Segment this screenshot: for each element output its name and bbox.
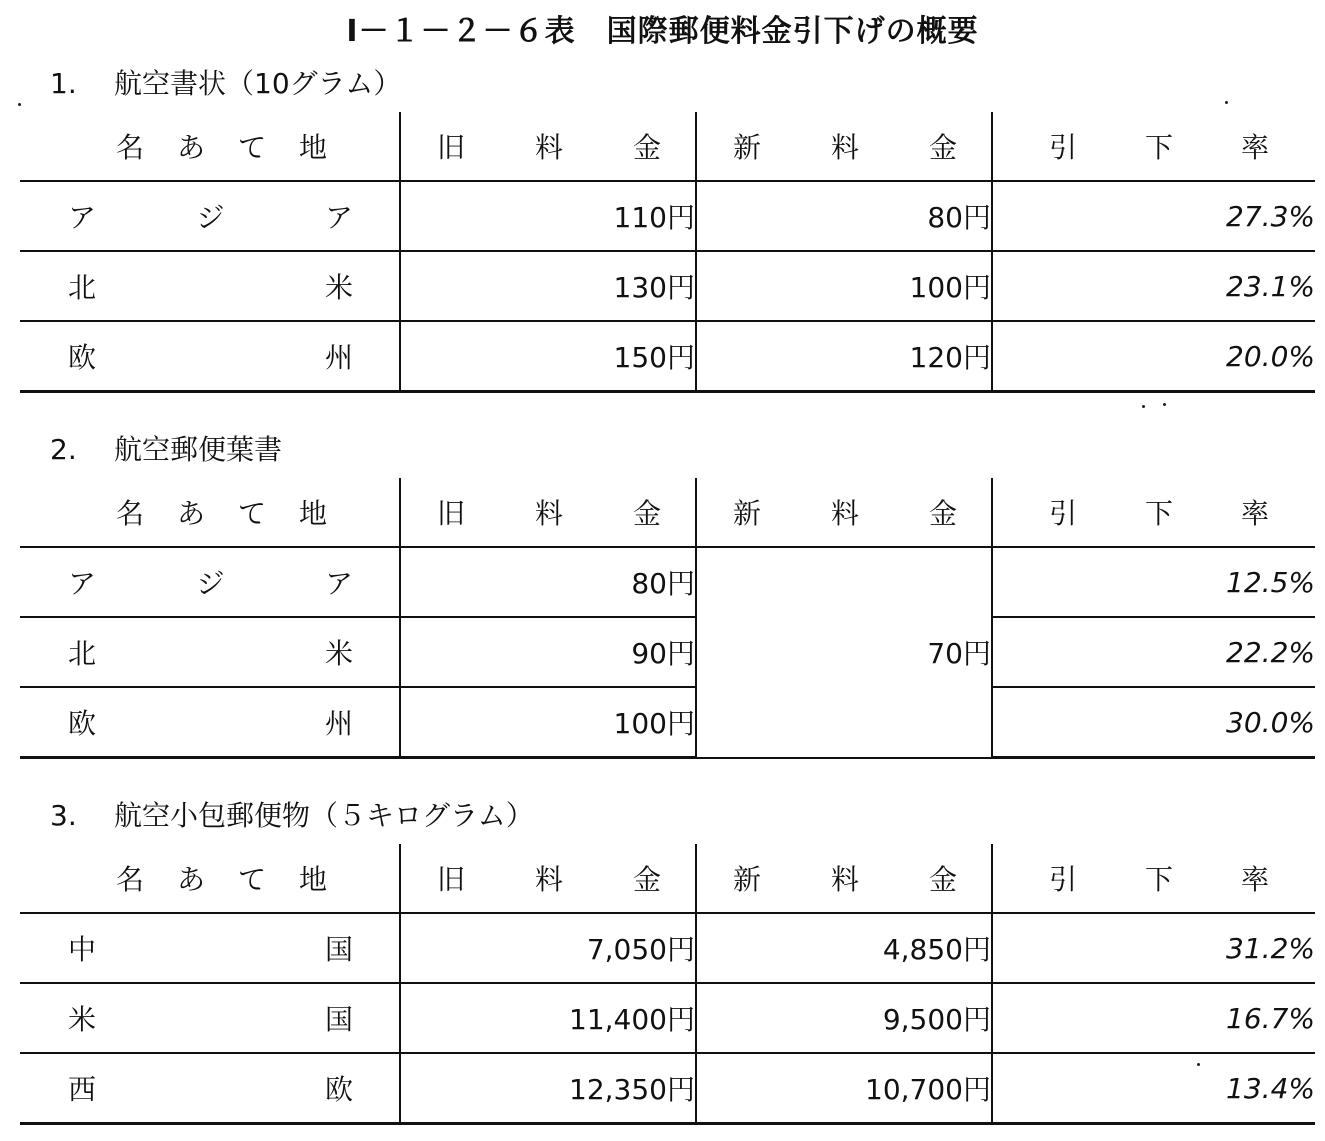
reduction-rate-value: 30.0% (1226, 705, 1315, 739)
table-row (20, 547, 1315, 617)
column-header-reduction-rate: 引 下 率 (992, 112, 1315, 181)
column-header-destination: 名 あ て 地 (20, 112, 400, 181)
rate-table (20, 478, 1315, 759)
table-row (20, 251, 1315, 321)
old-fee-cell: 80円 (400, 547, 696, 617)
reduction-rate-cell (992, 181, 1315, 251)
section-title: 航空書状（10グラム） (114, 67, 402, 100)
scan-speck (1163, 403, 1166, 406)
column-header-old-fee: 旧 料 金 (400, 844, 696, 913)
old-fee-cell: 100円 (400, 687, 696, 758)
reduction-rate-cell (992, 913, 1315, 983)
reduction-rate-value: 23.1% (1226, 269, 1315, 303)
old-fee-cell: 11,400円 (400, 983, 696, 1053)
destination-cell: 欧 州 (20, 687, 400, 758)
destination-cell: 中 国 (20, 913, 400, 983)
old-fee-cell: 150円 (400, 321, 696, 392)
reduction-rate-value: 20.0% (1226, 339, 1315, 373)
reduction-rate-value: 22.2% (1226, 635, 1315, 669)
table-row (20, 983, 1315, 1053)
new-fee-cell: 10,700円 (696, 1053, 992, 1124)
new-fee-cell: 70円 (696, 547, 992, 758)
section-number: 2. (50, 433, 77, 466)
new-fee-cell: 100円 (696, 251, 992, 321)
table-row (20, 913, 1315, 983)
reduction-rate-value: 27.3% (1226, 199, 1315, 233)
destination-cell: 西 欧 (20, 1053, 400, 1124)
column-header-new-fee: 新 料 金 (696, 844, 992, 913)
new-fee-cell: 4,850円 (696, 913, 992, 983)
table-row (20, 617, 1315, 687)
table-header-row (20, 112, 1315, 181)
reduction-rate-cell (992, 687, 1315, 758)
section-heading (50, 794, 534, 834)
reduction-rate-value: 13.4% (1226, 1071, 1315, 1105)
old-fee-cell: 90円 (400, 617, 696, 687)
column-header-old-fee: 旧 料 金 (400, 478, 696, 547)
old-fee-cell: 7,050円 (400, 913, 696, 983)
column-header-old-fee: 旧 料 金 (400, 112, 696, 181)
column-header-reduction-rate: 引 下 率 (992, 478, 1315, 547)
reduction-rate-cell (992, 251, 1315, 321)
reduction-rate-cell (992, 1053, 1315, 1124)
destination-cell: ア ジ ア (20, 547, 400, 617)
section-heading (50, 62, 401, 102)
reduction-rate-value: 31.2% (1226, 931, 1315, 965)
destination-cell: ア ジ ア (20, 181, 400, 251)
reduction-rate-cell (992, 547, 1315, 617)
section-heading (50, 428, 282, 468)
reduction-rate-cell (992, 617, 1315, 687)
column-header-new-fee: 新 料 金 (696, 112, 992, 181)
page-title: Ⅰ－１－２－６表 国際郵便料金引下げの概要 (346, 14, 979, 49)
rate-table (20, 112, 1315, 393)
new-fee-cell: 9,500円 (696, 983, 992, 1053)
column-header-destination: 名 あ て 地 (20, 844, 400, 913)
new-fee-cell: 80円 (696, 181, 992, 251)
table-header-row (20, 844, 1315, 913)
table-row (20, 1053, 1315, 1124)
column-header-new-fee: 新 料 金 (696, 478, 992, 547)
old-fee-cell: 130円 (400, 251, 696, 321)
scan-speck (1197, 1063, 1200, 1066)
reduction-rate-cell (992, 983, 1315, 1053)
scan-speck (1225, 101, 1228, 104)
section-title: 航空小包郵便物（５キログラム） (114, 799, 534, 832)
old-fee-cell: 110円 (400, 181, 696, 251)
table-row (20, 181, 1315, 251)
destination-cell: 欧 州 (20, 321, 400, 392)
table-row (20, 321, 1315, 392)
section-title: 航空郵便葉書 (114, 433, 283, 466)
destination-cell: 北 米 (20, 251, 400, 321)
table-header-row (20, 478, 1315, 547)
column-header-destination: 名 あ て 地 (20, 478, 400, 547)
section-number: 3. (50, 799, 77, 832)
old-fee-cell: 12,350円 (400, 1053, 696, 1124)
destination-cell: 北 米 (20, 617, 400, 687)
section-number: 1. (50, 67, 77, 100)
destination-cell: 米 国 (20, 983, 400, 1053)
reduction-rate-cell (992, 321, 1315, 392)
scan-speck (18, 103, 21, 106)
scan-speck (1142, 405, 1145, 408)
column-header-reduction-rate: 引 下 率 (992, 844, 1315, 913)
table-row (20, 687, 1315, 758)
reduction-rate-value: 12.5% (1226, 565, 1315, 599)
reduction-rate-value: 16.7% (1226, 1001, 1315, 1035)
new-fee-cell: 120円 (696, 321, 992, 392)
rate-table (20, 844, 1315, 1125)
